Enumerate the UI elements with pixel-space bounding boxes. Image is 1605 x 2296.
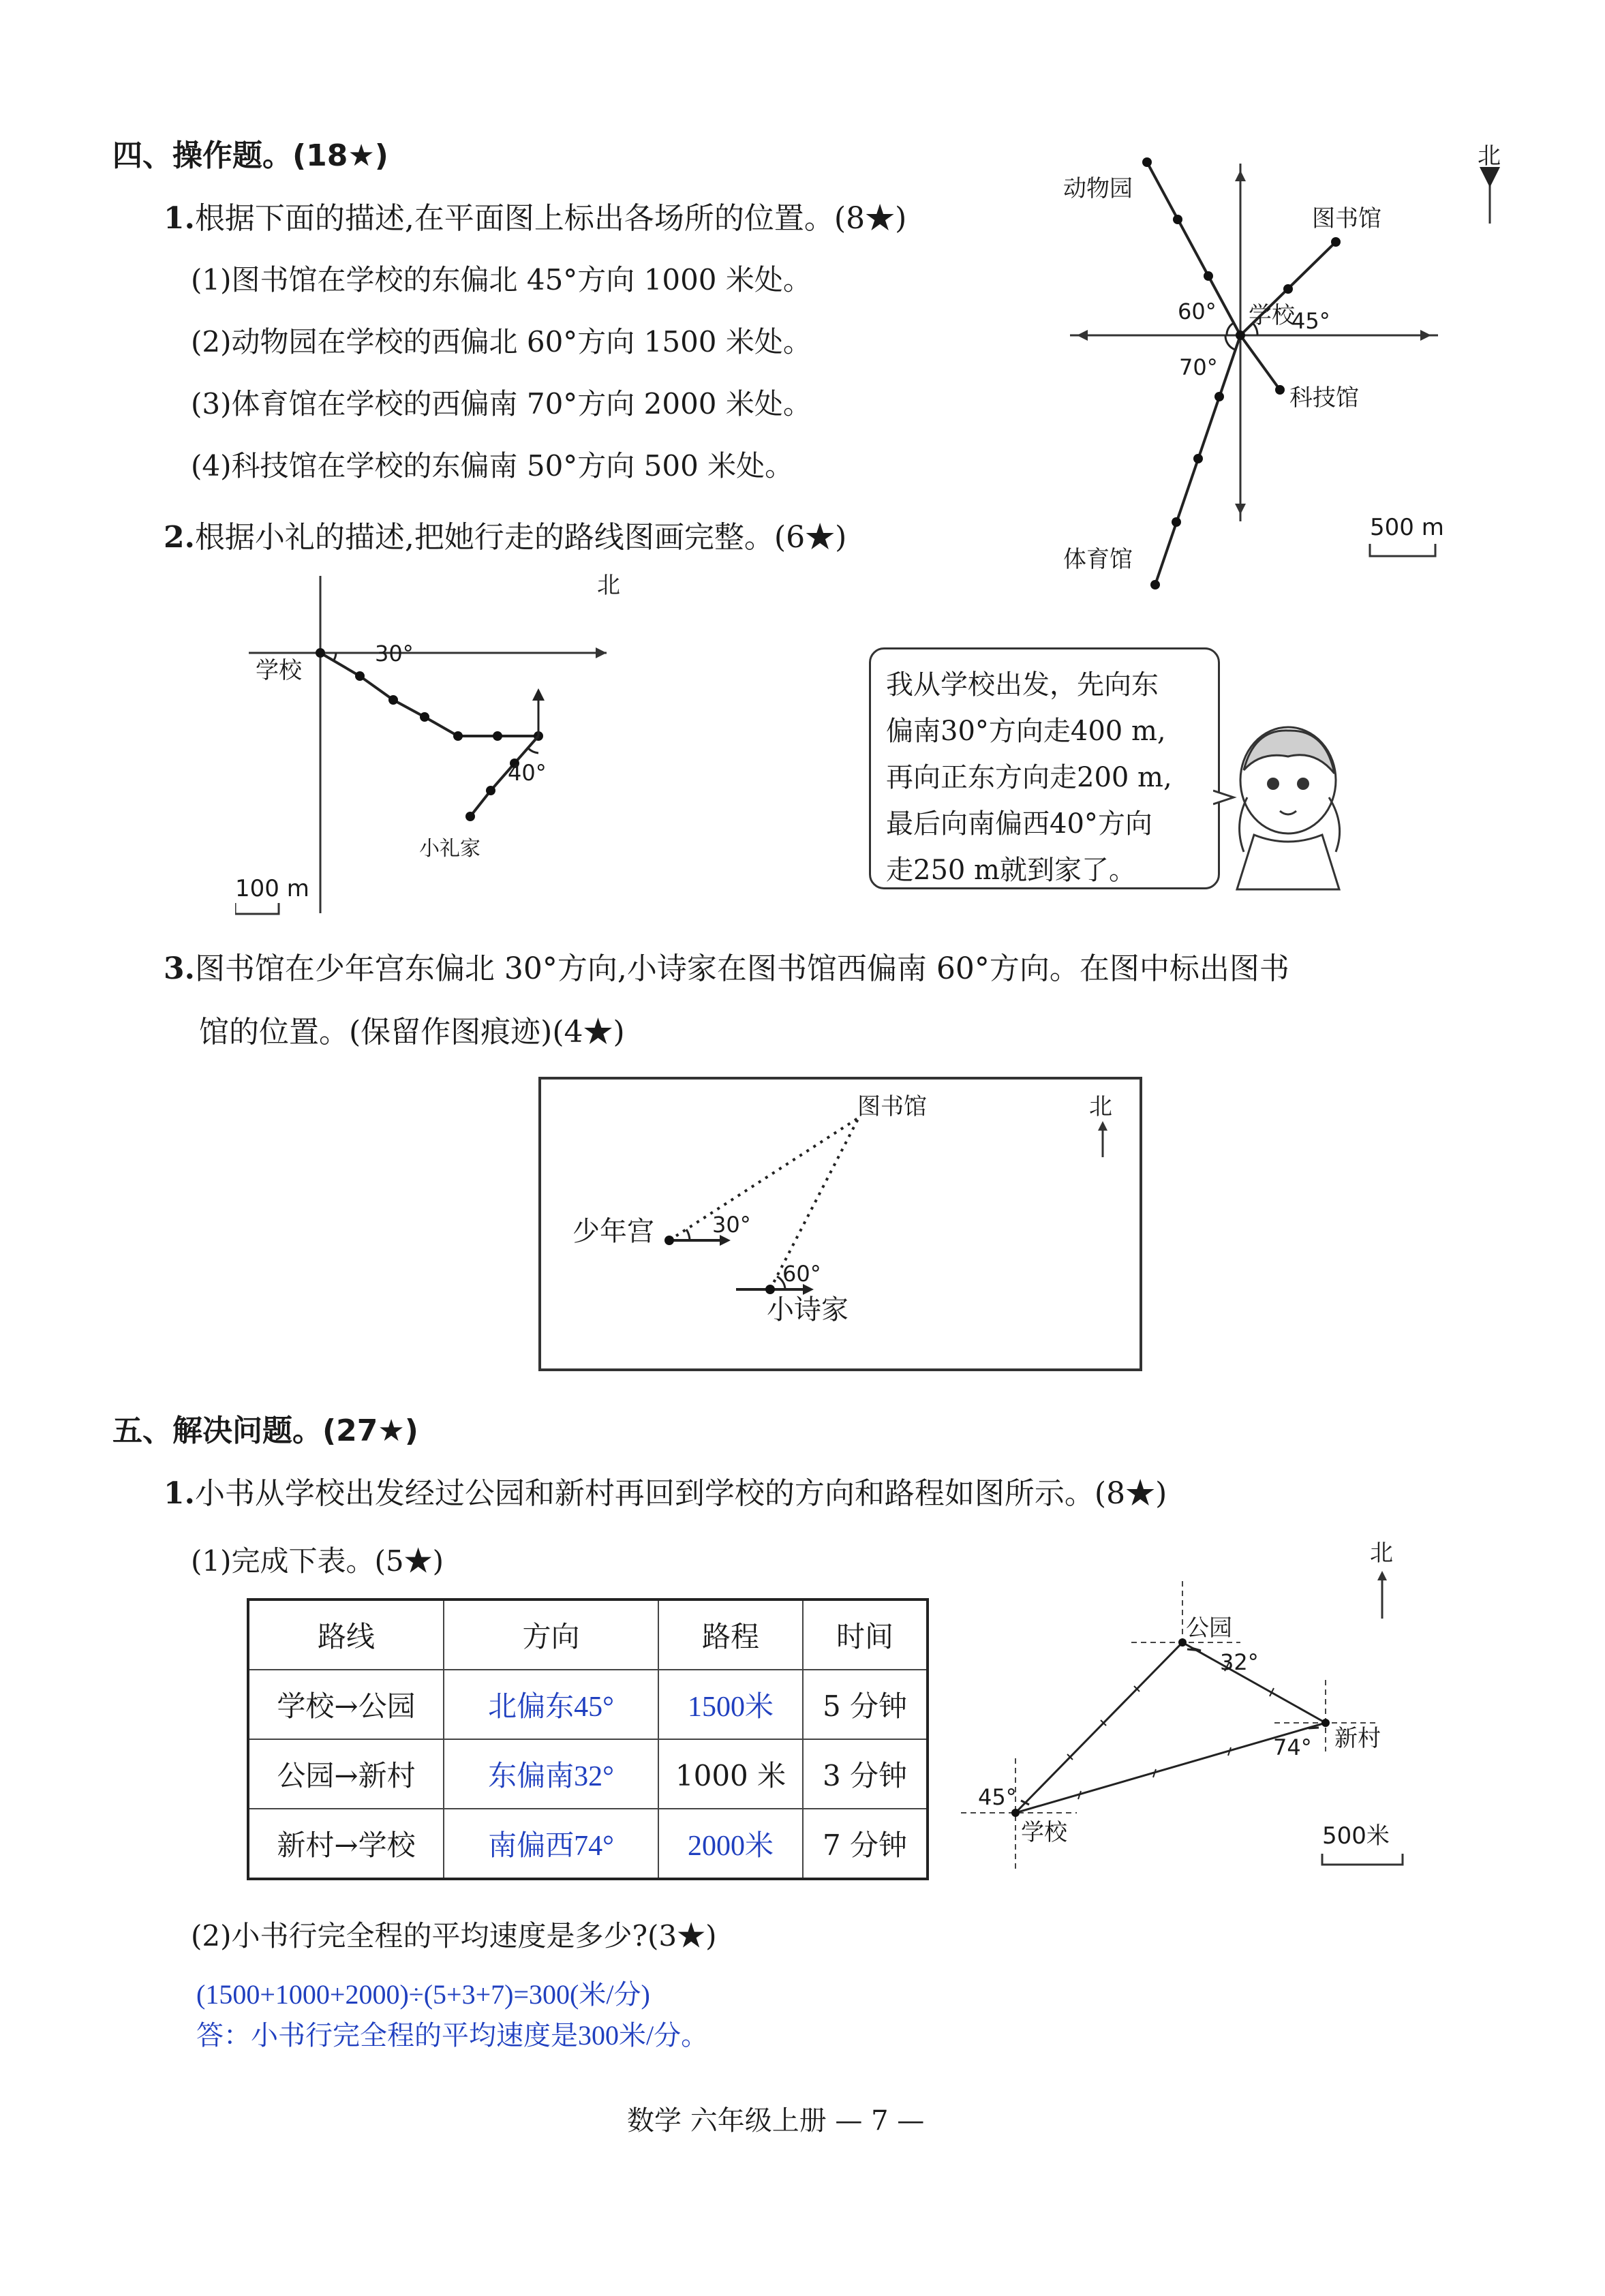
answer-calculation: (1500+1000+2000)÷(5+3+7)=300(米/分) xyxy=(196,1979,650,2010)
q1-item-3: (3)体育馆在学校的西偏南 70°方向 2000 米处。 xyxy=(191,387,812,420)
q2-route-line xyxy=(320,653,538,736)
s5-village-dot xyxy=(1321,1719,1330,1727)
table-header-row xyxy=(248,1599,928,1670)
answer-text: 答：小书行完全程的平均速度是300米/分。 xyxy=(196,2020,709,2051)
s5-angle-32: 32° xyxy=(1220,1649,1259,1675)
q1-tech-label: 科技馆 xyxy=(1289,384,1359,412)
q2-text: 根据小礼的描述,把她行走的路线图画完整。(6★) xyxy=(194,520,847,555)
table-cell-route: 新村→学校 xyxy=(248,1809,444,1879)
bubble-line-2: 偏南30°方向走400 m, xyxy=(886,716,1166,747)
table-row xyxy=(248,1809,928,1879)
q1-gym-label: 体育馆 xyxy=(1063,546,1133,573)
s5-q1-number: 1. xyxy=(164,1476,195,1511)
bubble-line-4: 最后向南偏西40°方向 xyxy=(886,808,1152,840)
q1-prompt xyxy=(164,194,906,237)
q1-angle-70: 70° xyxy=(1179,354,1218,380)
q1-school-label: 学校 xyxy=(1249,302,1295,329)
q1-zoo-dot xyxy=(1142,157,1152,167)
page-footer: 数学 六年级上册 — 7 — xyxy=(627,2105,925,2137)
q1-item-4: (4)科技馆在学校的东偏南 50°方向 500 米处。 xyxy=(191,449,794,483)
q3-palace-dot xyxy=(664,1236,674,1245)
q1-tech-line xyxy=(1240,335,1280,390)
s5-village-label: 新村 xyxy=(1334,1725,1381,1752)
q3-library-label: 图书馆 xyxy=(857,1093,927,1120)
table-header: 方向 xyxy=(444,1599,658,1670)
s5-north-label: 北 xyxy=(1370,1540,1393,1567)
table-cell-time: 7 分钟 xyxy=(803,1809,928,1879)
q1-angle-45: 45° xyxy=(1291,308,1330,334)
q1-number: 1. xyxy=(164,201,195,236)
table-cell-distance: 1000 米 xyxy=(658,1739,803,1809)
section-5-title: 五、解决问题。(27★) xyxy=(112,1413,418,1448)
q1-north-label: 北 xyxy=(1478,142,1501,170)
q2-north-label: 北 xyxy=(597,572,620,599)
q3-text-1: 图书馆在少年宫东偏北 30°方向,小诗家在图书馆西偏南 60°方向。在图中标出图书 xyxy=(194,951,1289,986)
q1-library-label: 图书馆 xyxy=(1312,205,1381,232)
q3-home-label: 小诗家 xyxy=(767,1294,849,1326)
q2-scale-label: 100 m xyxy=(235,875,309,902)
q3-angle-30: 30° xyxy=(712,1212,751,1238)
q3-text-2: 馆的位置。(保留作图痕迹)(4★) xyxy=(199,1015,625,1050)
q2-route-map xyxy=(235,566,624,920)
q2-scale-bar xyxy=(235,903,279,914)
q2-school-label: 学校 xyxy=(256,657,302,684)
table-row xyxy=(248,1670,928,1739)
q3-north-label: 北 xyxy=(1089,1093,1112,1120)
table-cell-route: 公园→新村 xyxy=(248,1739,444,1809)
s5-scale-label: 500米 xyxy=(1322,1822,1390,1850)
bubble-line-3: 再向正东方向走200 m, xyxy=(886,762,1172,793)
table-cell-time: 3 分钟 xyxy=(803,1739,928,1809)
q1-angle-60: 60° xyxy=(1178,299,1217,324)
speech-bubble xyxy=(869,647,1220,889)
s5-park-label: 公园 xyxy=(1186,1614,1232,1642)
table-header: 路线 xyxy=(248,1599,444,1670)
q1-gym-dot xyxy=(1150,580,1160,590)
s5-scale-bar xyxy=(1322,1854,1403,1865)
s5-q1-sub1: (1)完成下表。(5★) xyxy=(191,1544,444,1578)
bubble-line-5: 走250 m就到家了。 xyxy=(886,855,1136,886)
q2-angle-30: 30° xyxy=(375,641,414,667)
s5-q1-prompt xyxy=(164,1469,1167,1512)
s5-route-map xyxy=(947,1533,1438,1901)
table-header: 时间 xyxy=(803,1599,928,1670)
girl-illustration xyxy=(1213,716,1363,893)
s5-q1-sub2: (2)小书行完全程的平均速度是多少?(3★) xyxy=(191,1919,717,1953)
q2-angle-40: 40° xyxy=(508,760,547,786)
table-cell-route: 学校→公园 xyxy=(248,1670,444,1739)
q1-zoo-label: 动物园 xyxy=(1063,175,1133,202)
q1-location-map xyxy=(1050,136,1540,600)
q1-scale-label: 500 m xyxy=(1370,514,1444,541)
table-row xyxy=(248,1739,928,1809)
table-cell-direction-answer: 北偏东45° xyxy=(444,1670,658,1739)
q1-school-dot xyxy=(1236,331,1245,340)
q3-angle-60: 60° xyxy=(782,1261,821,1287)
q2-home-label: 小礼家 xyxy=(419,837,480,861)
q1-text: 根据下面的描述,在平面图上标出各场所的位置。(8★) xyxy=(194,201,907,236)
table-cell-distance-answer: 2000米 xyxy=(658,1809,803,1879)
q1-item-1: (1)图书馆在学校的东偏北 45°方向 1000 米处。 xyxy=(191,263,812,296)
route-table xyxy=(247,1598,929,1880)
q1-library-dot xyxy=(1331,237,1341,247)
q1-item-2: (2)动物园在学校的西偏北 60°方向 1500 米处。 xyxy=(191,325,812,358)
q1-scale-bar xyxy=(1370,544,1435,556)
s5-q1-text: 小书从学校出发经过公园和新村再回到学校的方向和路程如图所示。(8★) xyxy=(194,1476,1167,1511)
table-cell-distance-answer: 1500米 xyxy=(658,1670,803,1739)
q3-number: 3. xyxy=(164,951,195,986)
q3-palace-label: 少年宫 xyxy=(572,1216,654,1247)
table-cell-time: 5 分钟 xyxy=(803,1670,928,1739)
q3-home-dot xyxy=(765,1285,775,1294)
s5-angle-74: 74° xyxy=(1273,1734,1312,1760)
s5-school-label: 学校 xyxy=(1021,1819,1067,1846)
table-cell-direction-answer: 东偏南32° xyxy=(444,1739,658,1809)
q2-prompt xyxy=(164,512,846,556)
s5-angle-45: 45° xyxy=(978,1784,1017,1810)
q3-map xyxy=(538,1077,1145,1377)
q2-home-dot xyxy=(465,812,475,821)
section-4-title: 四、操作题。(18★) xyxy=(112,138,388,173)
q3-prompt-line-1 xyxy=(164,944,1289,988)
q1-tech-dot xyxy=(1275,385,1285,395)
table-header: 路程 xyxy=(658,1599,803,1670)
s5-school-park-line xyxy=(1015,1642,1182,1813)
table-cell-direction-answer: 南偏西74° xyxy=(444,1809,658,1879)
bubble-line-1: 我从学校出发，先向东 xyxy=(886,669,1159,701)
q2-number: 2. xyxy=(164,520,195,555)
